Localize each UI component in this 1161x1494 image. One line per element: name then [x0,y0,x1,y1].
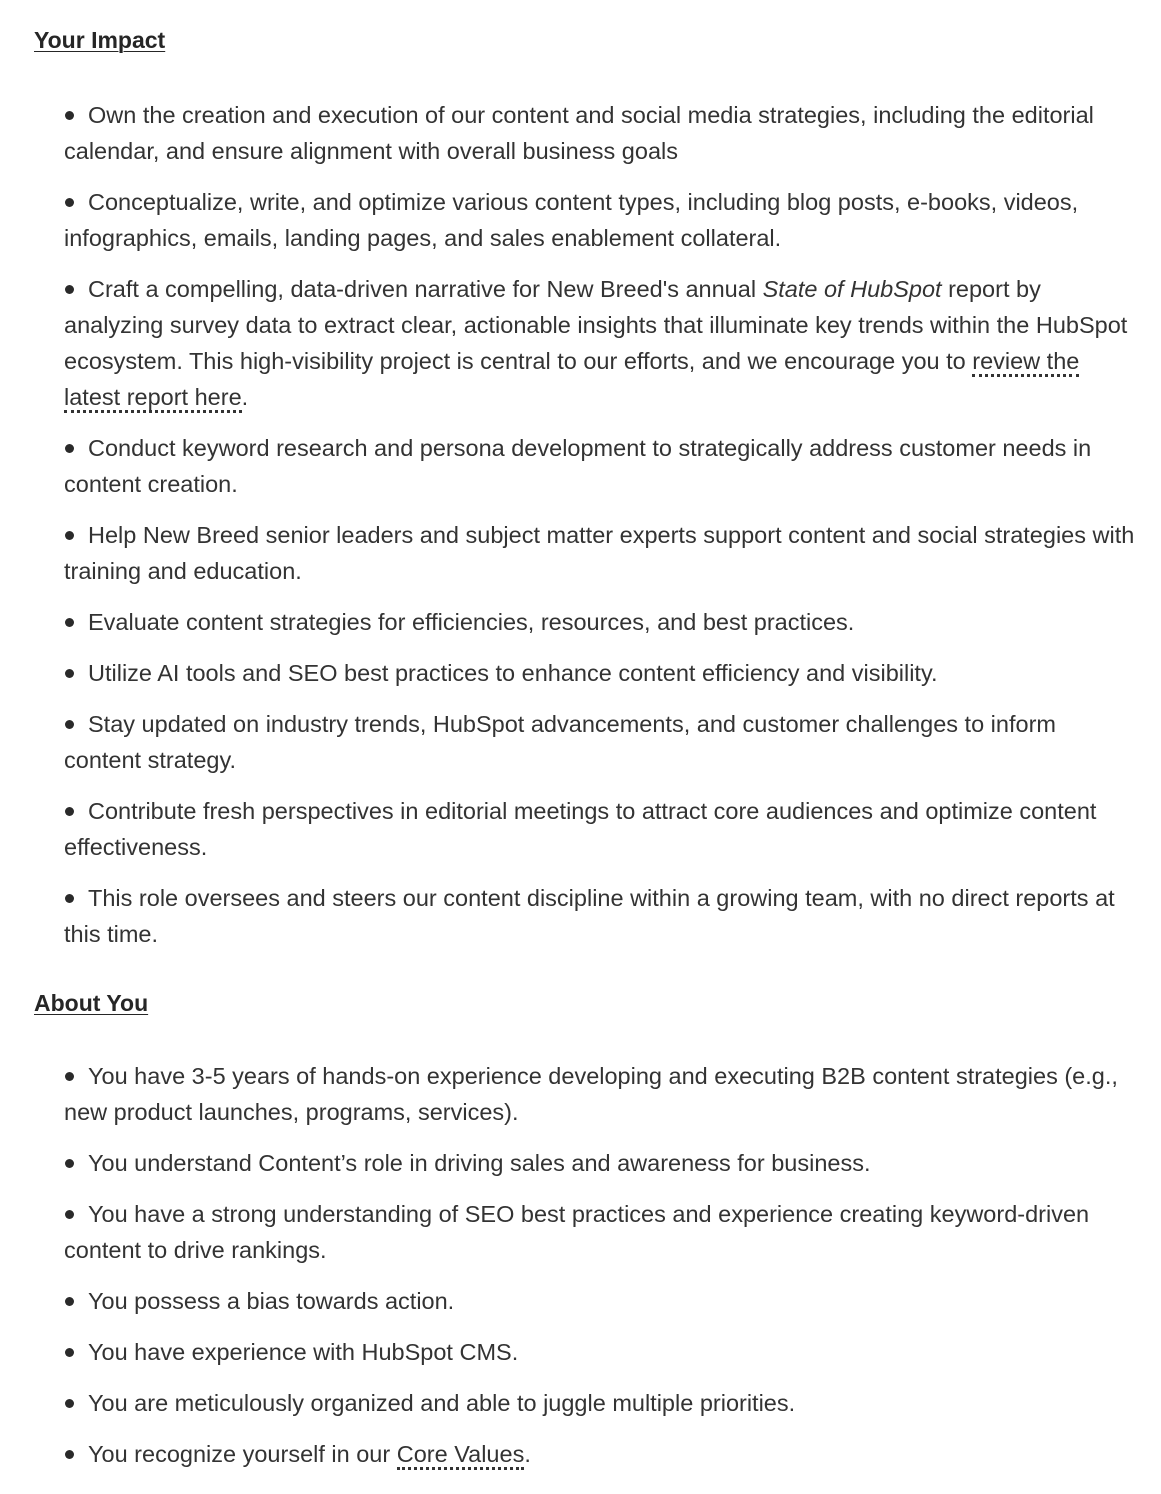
your-impact-heading: Your Impact [34,27,166,53]
bullet-icon [65,669,74,678]
bullet-icon [65,1072,74,1081]
list-item: You recognize yourself in our Core Values. [64,1436,1136,1472]
list-item: Evaluate content strategies for efficiencies, resources, and best practices. [64,604,1136,640]
bullet-icon [65,807,74,816]
core-values-link[interactable]: Core Values [397,1441,525,1470]
list-item: You have a strong understanding of SEO best practices and experience creating keyword-driven content to drive rankings. [64,1201,1090,1263]
bullet-icon [65,720,74,729]
list-item: Contribute fresh perspectives in editorial meetings to attract core audiences and optimize content effectiveness. [64,798,1097,860]
bullet-icon [65,285,74,294]
list-item: Conceptualize, write, and optimize various content types, including blog posts, e-books, videos, infographics, emails, landing pages, and sales enablement collateral. [64,189,1079,251]
list-item: Craft a compelling, data-driven narrative for New Breed's annual State of HubSpot report by analyzing survey data to extract clear, actionable insights that illuminate key trends within the HubSpot ecosystem. This high-visibility project is central to our efforts, and we encourage you to review the latest report here. [64,271,1136,415]
bullet-icon [65,1159,74,1168]
about-you-heading: About You [34,990,149,1016]
your-impact-list [64,97,1136,967]
list-item: Own the creation and execution of our content and social media strategies, including the editorial calendar, and ensure alignment with overall business goals [64,102,1094,164]
bullet-icon [65,1297,74,1306]
bullet-icon [65,618,74,627]
bullet-icon [65,531,74,540]
list-item: This role oversees and steers our content discipline within a growing team, with no direct reports at this time. [64,885,1115,947]
report-title: State of HubSpot [762,276,942,302]
bullet-icon [65,1399,74,1408]
list-item: Stay updated on industry trends, HubSpot advancements, and customer challenges to inform content strategy. [64,711,1056,773]
list-item: You are meticulously organized and able to juggle multiple priorities. [64,1385,1136,1421]
bullet-icon [65,1348,74,1357]
list-item: You have 3-5 years of hands-on experience developing and executing B2B content strategies (e.g., new product launches, programs, services). [64,1063,1118,1125]
about-you-list [64,1058,1136,1487]
bullet-icon [65,444,74,453]
list-item: You understand Content’s role in driving sales and awareness for business. [64,1145,1136,1181]
bullet-icon [65,894,74,903]
bullet-icon [65,198,74,207]
list-item: Conduct keyword research and persona development to strategically address customer needs in content creation. [64,435,1092,497]
list-item: You have experience with HubSpot CMS. [64,1334,1136,1370]
bullet-icon [65,111,74,120]
list-item: Utilize AI tools and SEO best practices to enhance content efficiency and visibility. [64,655,1136,691]
latest-report-link[interactable]: review the latest report here [64,348,1079,413]
bullet-icon [65,1450,74,1459]
list-item: You possess a bias towards action. [64,1283,1136,1319]
bullet-icon [65,1210,74,1219]
list-item: Help New Breed senior leaders and subject matter experts support content and social strategies with training and education. [64,522,1135,584]
